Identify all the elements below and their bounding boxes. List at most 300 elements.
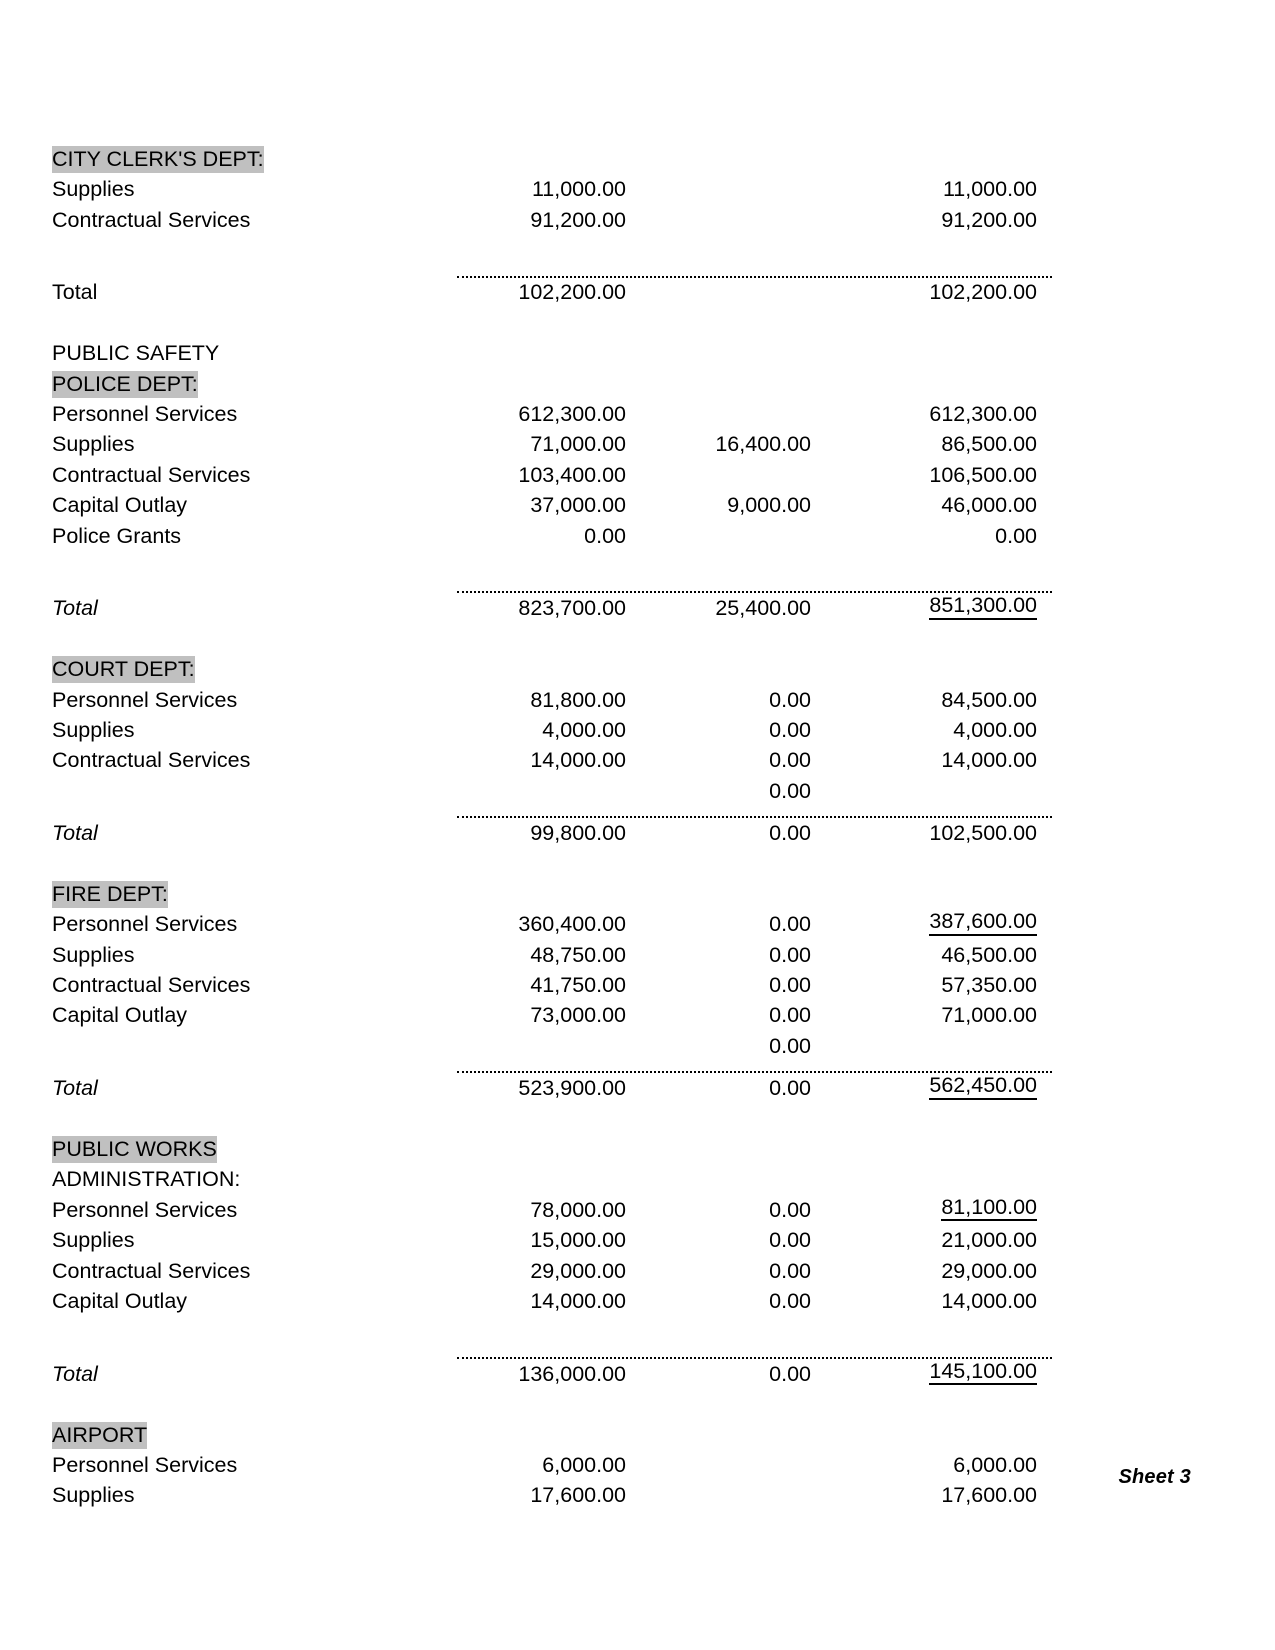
empty-cell — [642, 334, 827, 364]
amount-cell-b — [642, 426, 827, 456]
amount-value: 0.00 — [769, 973, 811, 998]
amount-cell-b — [642, 772, 827, 802]
table-row — [52, 1027, 1052, 1057]
empty-cell — [827, 845, 1052, 875]
amount-value: 0.00 — [769, 687, 811, 712]
amount-value: 0.00 — [769, 1258, 811, 1283]
line-item-label: Supplies — [52, 1483, 135, 1508]
section-heading: PUBLIC SAFETY — [52, 341, 220, 366]
empty-cell — [52, 547, 457, 577]
section-subheading-row — [52, 365, 1052, 395]
empty-cell — [52, 1057, 457, 1069]
amount-value: 57,350.00 — [941, 973, 1037, 998]
dotted-rule-line — [457, 276, 1052, 278]
amount-cell-a — [457, 772, 642, 802]
amount-cell-c — [827, 681, 1052, 711]
amount-cell-c — [827, 1446, 1052, 1476]
spacer-row — [52, 231, 1052, 261]
empty-cell — [457, 1312, 642, 1342]
section-heading-row — [52, 140, 1052, 170]
empty-cell — [457, 140, 642, 170]
amount-cell-b — [642, 681, 827, 711]
amount-cell-b — [642, 997, 827, 1027]
table-row — [52, 997, 1052, 1027]
table-row — [52, 1221, 1052, 1251]
amount-cell-b — [642, 711, 827, 741]
amount-cell-a — [457, 170, 642, 200]
empty-cell — [457, 1385, 642, 1415]
amount-cell-b — [642, 486, 827, 516]
spacer-row — [52, 547, 1052, 577]
total-separator-row — [52, 1343, 1052, 1355]
line-item-label: Contractual Services — [52, 1258, 251, 1283]
line-item-label: Supplies — [52, 432, 135, 457]
amount-value: 11,000.00 — [531, 177, 626, 202]
total-separator-row — [52, 262, 1052, 274]
amount-value: 0.00 — [769, 1197, 811, 1222]
table-row — [52, 1252, 1052, 1282]
total-row — [52, 814, 1052, 844]
empty-cell — [457, 334, 642, 364]
dotted-rule-line — [457, 1357, 1052, 1359]
amount-cell-a — [457, 814, 642, 844]
amount-value: 0.00 — [769, 1361, 811, 1386]
amount-cell-b — [642, 1446, 827, 1476]
table-row — [52, 905, 1052, 935]
amount-cell-c — [827, 170, 1052, 200]
section-heading-highlighted: POLICE DEPT: — [52, 371, 198, 396]
empty-cell — [52, 1385, 457, 1415]
total-label: Total — [52, 280, 98, 305]
empty-cell — [52, 262, 457, 274]
section-heading-row-label — [52, 875, 457, 905]
empty-cell — [52, 802, 457, 814]
amount-value: 4,000.00 — [542, 717, 626, 742]
empty-cell — [827, 334, 1052, 364]
empty-cell — [642, 845, 827, 875]
amount-cell-a — [457, 936, 642, 966]
empty-cell — [52, 231, 457, 261]
empty-cell — [827, 1312, 1052, 1342]
empty-cell — [457, 231, 642, 261]
amount-value: 823,700.00 — [518, 596, 626, 621]
table-row — [52, 966, 1052, 996]
amount-cell-a — [457, 741, 642, 771]
amount-value: 15,000.00 — [530, 1228, 626, 1253]
amount-cell-b — [642, 274, 827, 304]
amount-cell-c — [827, 1252, 1052, 1282]
line-item-label: Capital Outlay — [52, 1288, 188, 1313]
amount-value: 0.00 — [769, 1003, 811, 1028]
dotted-separator — [457, 802, 1052, 814]
spacer-row — [52, 1100, 1052, 1130]
amount-cell-b — [642, 966, 827, 996]
empty-cell — [642, 875, 827, 905]
amount-value: 6,000.00 — [953, 1452, 1037, 1477]
empty-cell — [642, 304, 827, 334]
amount-cell-b — [642, 517, 827, 547]
empty-cell — [457, 1130, 642, 1160]
amount-cell-c — [827, 966, 1052, 996]
amount-value: 0.00 — [769, 1288, 811, 1313]
amount-cell-a — [457, 1221, 642, 1251]
empty-cell — [642, 1385, 827, 1415]
empty-cell — [827, 1161, 1052, 1191]
line-item-label: Contractual Services — [52, 207, 251, 232]
amount-value: 46,500.00 — [941, 942, 1037, 967]
empty-cell — [457, 1161, 642, 1191]
table-row — [52, 1282, 1052, 1312]
amount-value: 136,000.00 — [518, 1361, 626, 1386]
table-row — [52, 426, 1052, 456]
amount-cell-a — [457, 274, 642, 304]
amount-cell-c — [827, 741, 1052, 771]
amount-cell-c — [827, 1027, 1052, 1057]
section-heading-highlighted: PUBLIC WORKS — [52, 1137, 217, 1161]
section-heading-highlighted: CITY CLERK'S DEPT: — [52, 146, 264, 171]
table-row — [52, 1446, 1052, 1476]
amount-value: 71,000.00 — [530, 432, 626, 457]
amount-cell-a — [457, 1355, 642, 1385]
section-heading-row — [52, 334, 1052, 364]
sheet-footer-label: Sheet 3 — [1118, 1466, 1191, 1488]
empty-cell — [642, 1161, 827, 1191]
budget-sheet — [52, 140, 1052, 1507]
amount-value: 78,000.00 — [530, 1197, 626, 1222]
empty-cell — [52, 1100, 457, 1130]
empty-cell — [827, 231, 1052, 261]
amount-cell-b — [642, 1027, 827, 1057]
amount-cell-b — [642, 1476, 827, 1506]
amount-value: 29,000.00 — [941, 1258, 1037, 1283]
empty-cell — [827, 875, 1052, 905]
amount-cell-a — [457, 201, 642, 231]
amount-cell-b — [642, 1221, 827, 1251]
amount-underlined: 851,300.00 — [929, 595, 1037, 620]
table-row — [52, 1191, 1052, 1221]
table-row — [52, 170, 1052, 200]
amount-value: 0.00 — [769, 1076, 811, 1101]
amount-value: 0.00 — [769, 912, 811, 937]
amount-value: 102,500.00 — [929, 821, 1037, 846]
amount-cell-a — [457, 486, 642, 516]
amount-value: 46,000.00 — [941, 493, 1037, 518]
amount-cell-a — [457, 456, 642, 486]
empty-cell — [52, 304, 457, 334]
amount-value: 14,000.00 — [530, 1288, 626, 1313]
total-separator-row — [52, 1057, 1052, 1069]
amount-value: 86,500.00 — [941, 432, 1037, 457]
section-heading-row — [52, 875, 1052, 905]
line-item-label: Supplies — [52, 942, 135, 967]
section-subheading-row-label — [52, 1161, 457, 1191]
table-row — [52, 486, 1052, 516]
dotted-separator — [457, 262, 1052, 274]
empty-cell — [642, 1100, 827, 1130]
line-item-label — [52, 772, 457, 802]
amount-cell-c — [827, 814, 1052, 844]
section-heading-row — [52, 1130, 1052, 1160]
empty-cell — [827, 365, 1052, 395]
empty-cell — [827, 650, 1052, 680]
amount-value: 17,600.00 — [941, 1483, 1037, 1508]
line-item-label: Supplies — [52, 1228, 135, 1253]
table-row — [52, 772, 1052, 802]
total-label: Total — [52, 1076, 98, 1101]
amount-cell-b — [642, 1252, 827, 1282]
amount-cell-a — [457, 517, 642, 547]
line-item-label: Capital Outlay — [52, 493, 188, 518]
empty-cell — [827, 1100, 1052, 1130]
amount-value: 71,000.00 — [941, 1003, 1037, 1028]
amount-cell-c — [827, 905, 1052, 935]
amount-cell-a — [457, 1252, 642, 1282]
amount-cell-b — [642, 936, 827, 966]
table-row — [52, 517, 1052, 547]
line-item-label: Supplies — [52, 177, 135, 202]
line-item-label: Police Grants — [52, 523, 182, 548]
spacer-row — [52, 845, 1052, 875]
amount-cell-c — [827, 274, 1052, 304]
empty-cell — [827, 140, 1052, 170]
empty-cell — [827, 304, 1052, 334]
line-item-label — [52, 1027, 457, 1057]
amount-value: 81,800.00 — [530, 687, 626, 712]
amount-value: 102,200.00 — [518, 280, 626, 305]
amount-cell-a — [457, 589, 642, 619]
section-heading-highlighted: FIRE DEPT: — [52, 881, 168, 906]
section-heading-row-label — [52, 1416, 457, 1446]
amount-cell-c — [827, 517, 1052, 547]
line-item-label: Contractual Services — [52, 462, 251, 487]
empty-cell — [457, 365, 642, 395]
amount-value: 4,000.00 — [953, 717, 1037, 742]
table-row — [52, 201, 1052, 231]
section-heading-row-label — [52, 334, 457, 364]
amount-cell-c — [827, 1191, 1052, 1221]
amount-value: 0.00 — [769, 1228, 811, 1253]
amount-value: 84,500.00 — [941, 687, 1037, 712]
total-row — [52, 1069, 1052, 1099]
empty-cell — [642, 231, 827, 261]
amount-value: 103,400.00 — [518, 462, 626, 487]
line-item-label: Personnel Services — [52, 1452, 238, 1477]
amount-value: 14,000.00 — [941, 1288, 1037, 1313]
dotted-separator — [457, 577, 1052, 589]
spacer-row — [52, 1312, 1052, 1342]
amount-value: 0.00 — [769, 821, 811, 846]
section-subheading-row-label — [52, 365, 457, 395]
section-subheading-row — [52, 1161, 1052, 1191]
amount-value: 612,300.00 — [929, 402, 1037, 427]
amount-cell-c — [827, 426, 1052, 456]
amount-underlined: 145,100.00 — [929, 1361, 1037, 1386]
amount-cell-b — [642, 1282, 827, 1312]
amount-value: 41,750.00 — [530, 973, 626, 998]
amount-value: 6,000.00 — [542, 1452, 626, 1477]
amount-value: 21,000.00 — [941, 1228, 1037, 1253]
amount-cell-a — [457, 1191, 642, 1221]
amount-cell-a — [457, 966, 642, 996]
amount-cell-a — [457, 1282, 642, 1312]
amount-cell-a — [457, 997, 642, 1027]
amount-value: 17,600.00 — [530, 1483, 626, 1508]
table-row — [52, 711, 1052, 741]
amount-cell-c — [827, 201, 1052, 231]
amount-value: 0.00 — [769, 748, 811, 773]
empty-cell — [642, 1312, 827, 1342]
amount-value: 0.00 — [769, 1033, 811, 1058]
empty-cell — [52, 1312, 457, 1342]
amount-value: 11,000.00 — [942, 177, 1037, 202]
section-heading-row — [52, 1416, 1052, 1446]
amount-cell-b — [642, 170, 827, 200]
empty-cell — [457, 875, 642, 905]
dotted-separator — [457, 1057, 1052, 1069]
empty-cell — [642, 650, 827, 680]
amount-value: 612,300.00 — [518, 402, 626, 427]
amount-value: 0.00 — [769, 717, 811, 742]
total-separator-row — [52, 577, 1052, 589]
amount-value: 360,400.00 — [518, 912, 626, 937]
amount-underlined: 562,450.00 — [929, 1075, 1037, 1100]
table-row — [52, 936, 1052, 966]
amount-cell-c — [827, 589, 1052, 619]
total-label: Total — [52, 1361, 98, 1386]
empty-cell — [827, 1416, 1052, 1446]
amount-cell-b — [642, 395, 827, 425]
line-item-label: Personnel Services — [52, 402, 238, 427]
budget-table — [52, 140, 1052, 1507]
amount-value: 25,400.00 — [715, 596, 811, 621]
amount-value: 91,200.00 — [530, 207, 626, 232]
amount-cell-c — [827, 1221, 1052, 1251]
empty-cell — [457, 1416, 642, 1446]
empty-cell — [642, 365, 827, 395]
total-row — [52, 1355, 1052, 1385]
amount-value: 9,000.00 — [727, 493, 811, 518]
spacer-row — [52, 304, 1052, 334]
amount-cell-c — [827, 456, 1052, 486]
empty-cell — [52, 845, 457, 875]
empty-cell — [642, 547, 827, 577]
empty-cell — [457, 1100, 642, 1130]
line-item-label: Capital Outlay — [52, 1003, 188, 1028]
empty-cell — [827, 547, 1052, 577]
empty-cell — [827, 1385, 1052, 1415]
amount-cell-a — [457, 681, 642, 711]
amount-underlined: 81,100.00 — [941, 1197, 1037, 1222]
amount-cell-c — [827, 1282, 1052, 1312]
amount-cell-b — [642, 1191, 827, 1221]
table-row — [52, 395, 1052, 425]
amount-cell-b — [642, 456, 827, 486]
empty-cell — [457, 547, 642, 577]
empty-cell — [52, 577, 457, 589]
empty-cell — [642, 620, 827, 650]
section-heading-highlighted: AIRPORT — [52, 1422, 148, 1447]
empty-cell — [457, 650, 642, 680]
spacer-row — [52, 620, 1052, 650]
amount-cell-b — [642, 589, 827, 619]
empty-cell — [457, 304, 642, 334]
amount-value: 91,200.00 — [941, 207, 1037, 232]
amount-cell-a — [457, 1476, 642, 1506]
budget-table-body — [52, 140, 1052, 1507]
amount-cell-b — [642, 201, 827, 231]
amount-cell-c — [827, 1476, 1052, 1506]
amount-cell-a — [457, 1069, 642, 1099]
dotted-separator — [457, 1343, 1052, 1355]
dotted-rule-line — [457, 1071, 1052, 1073]
section-heading-row-label — [52, 650, 457, 680]
empty-cell — [642, 1130, 827, 1160]
amount-value: 16,400.00 — [715, 432, 811, 457]
section-heading-row — [52, 650, 1052, 680]
empty-cell — [457, 620, 642, 650]
dotted-rule-line — [457, 591, 1052, 593]
amount-value: 523,900.00 — [518, 1076, 626, 1101]
empty-cell — [642, 140, 827, 170]
table-row — [52, 1476, 1052, 1506]
amount-cell-b — [642, 905, 827, 935]
amount-value: 14,000.00 — [530, 748, 626, 773]
amount-cell-c — [827, 936, 1052, 966]
amount-cell-c — [827, 1355, 1052, 1385]
amount-cell-b — [642, 1355, 827, 1385]
amount-cell-c — [827, 486, 1052, 516]
table-row — [52, 456, 1052, 486]
dotted-rule-line — [457, 816, 1052, 818]
amount-value: 37,000.00 — [530, 493, 626, 518]
amount-cell-c — [827, 772, 1052, 802]
line-item-label: Personnel Services — [52, 687, 238, 712]
amount-value: 48,750.00 — [530, 942, 626, 967]
amount-cell-a — [457, 711, 642, 741]
amount-underlined: 387,600.00 — [929, 911, 1037, 936]
total-label: Total — [52, 596, 98, 621]
amount-cell-c — [827, 395, 1052, 425]
amount-cell-b — [642, 814, 827, 844]
amount-cell-a — [457, 426, 642, 456]
spacer-row — [52, 1385, 1052, 1415]
total-row — [52, 589, 1052, 619]
line-item-label: Contractual Services — [52, 748, 251, 773]
table-row — [52, 681, 1052, 711]
empty-cell — [52, 1343, 457, 1355]
amount-cell-c — [827, 997, 1052, 1027]
amount-cell-a — [457, 905, 642, 935]
amount-cell-c — [827, 711, 1052, 741]
total-label: Total — [52, 821, 98, 846]
empty-cell — [827, 620, 1052, 650]
amount-value: 14,000.00 — [941, 748, 1037, 773]
amount-value: 106,500.00 — [929, 462, 1037, 487]
line-item-label: Personnel Services — [52, 912, 238, 937]
amount-cell-a — [457, 1027, 642, 1057]
section-heading-row-label — [52, 1130, 457, 1160]
amount-cell-a — [457, 1446, 642, 1476]
amount-cell-a — [457, 395, 642, 425]
line-item-label: Personnel Services — [52, 1197, 238, 1222]
section-heading-highlighted: COURT DEPT: — [52, 657, 195, 682]
empty-cell — [52, 620, 457, 650]
empty-cell — [642, 1416, 827, 1446]
table-row — [52, 741, 1052, 771]
amount-value: 102,200.00 — [929, 280, 1037, 305]
amount-cell-b — [642, 741, 827, 771]
total-separator-row — [52, 802, 1052, 814]
